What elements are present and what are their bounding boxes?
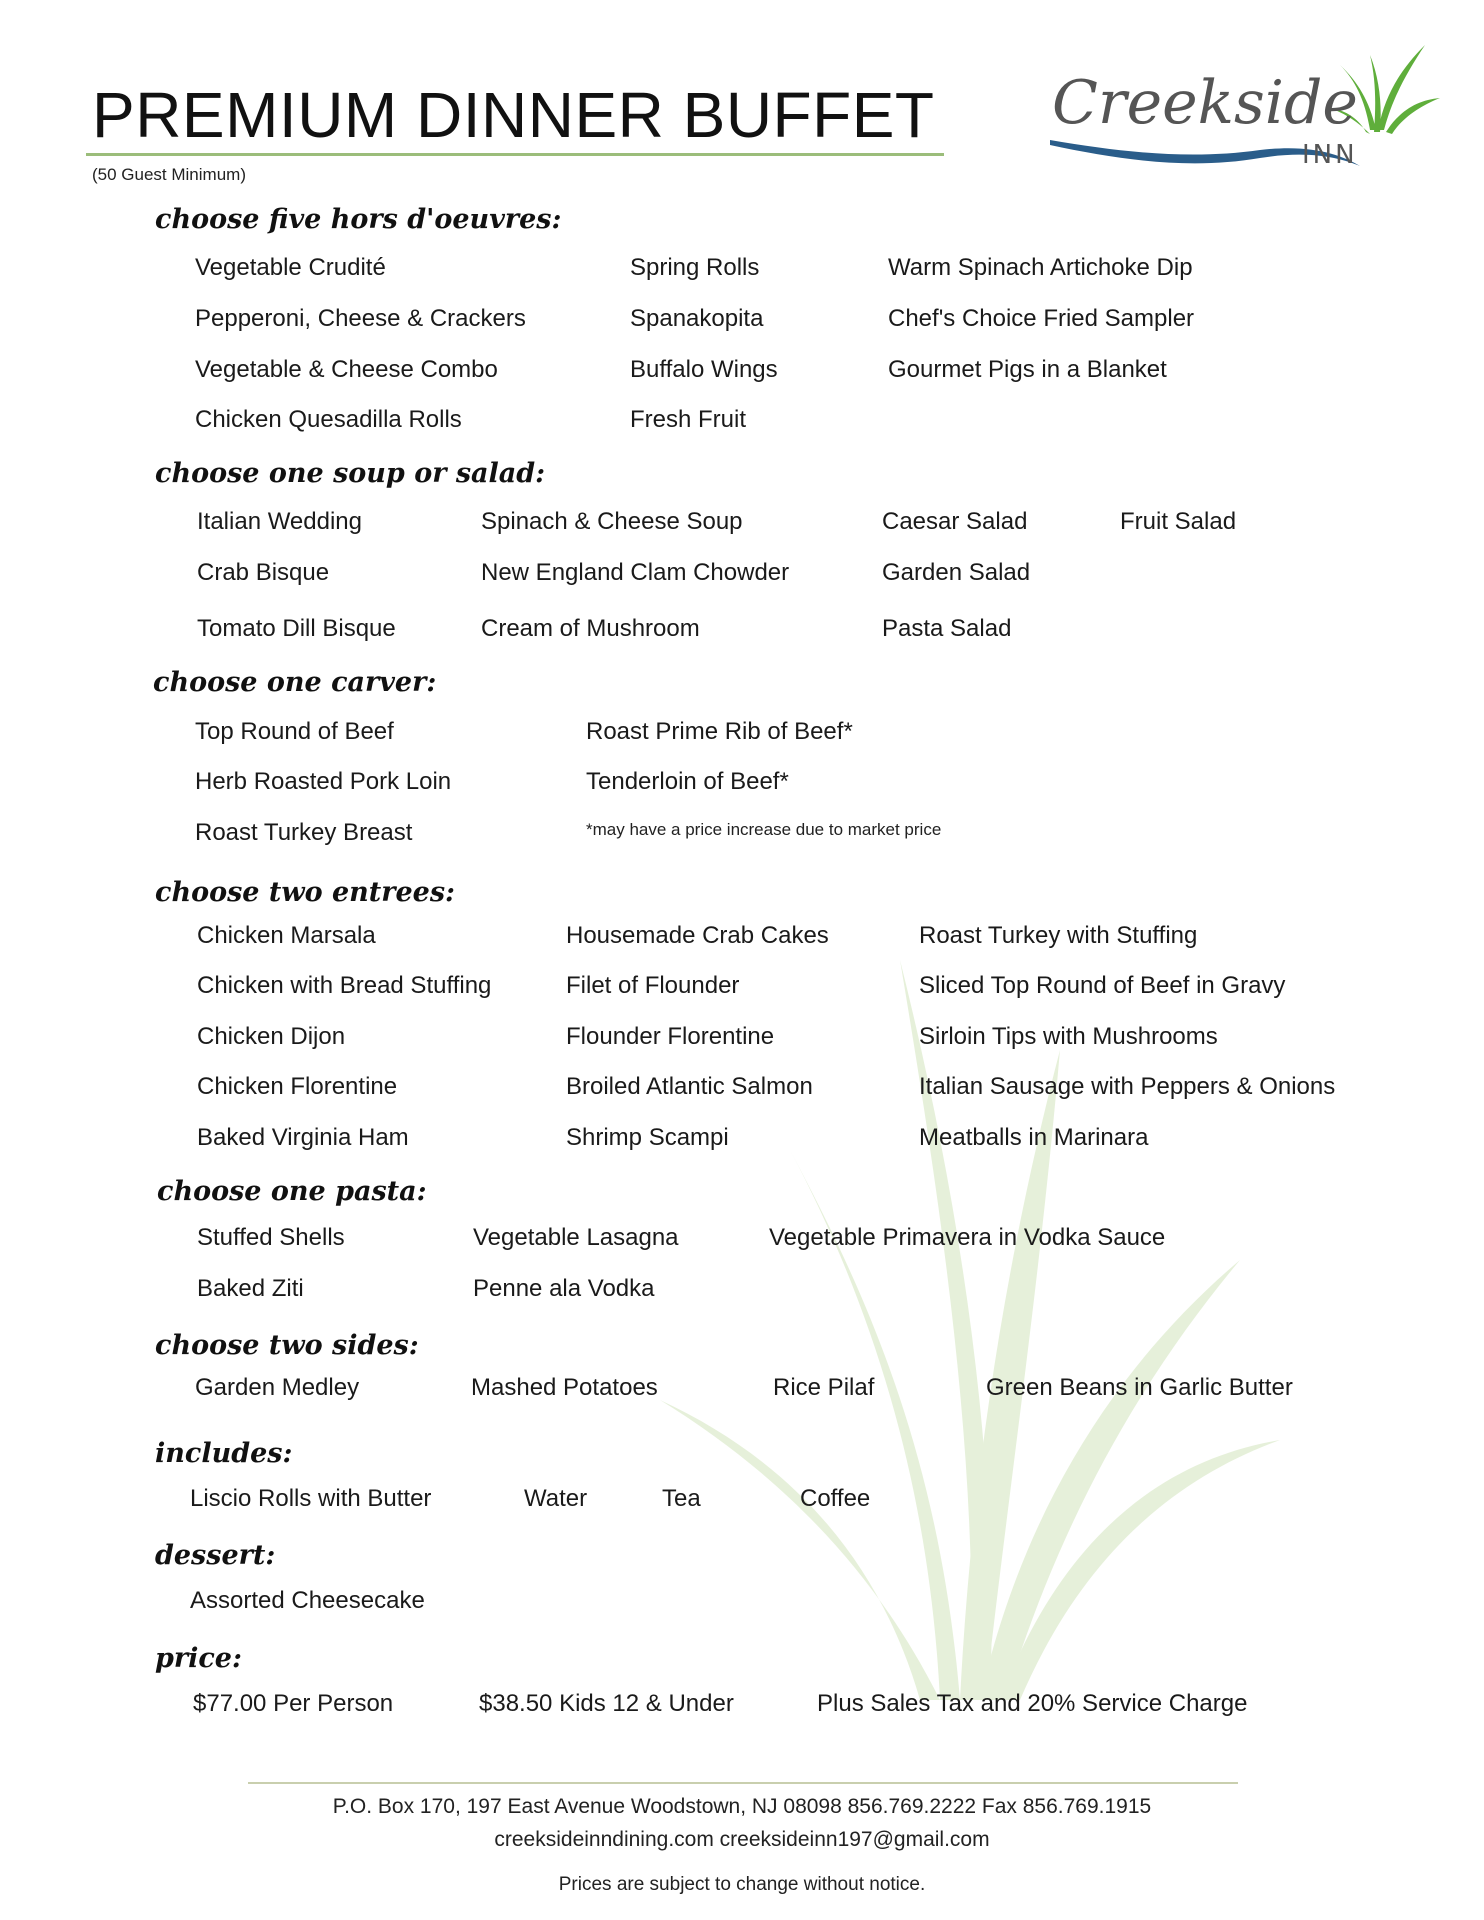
guest-minimum: (50 Guest Minimum) [92,165,246,184]
market-price-note: *may have a price increase due to market price [586,820,942,839]
list-item: Tomato Dill Bisque [197,615,396,642]
section-heading-sides: choose two sides: [155,1330,419,1361]
list-item: Gourmet Pigs in a Blanket [888,356,1167,383]
list-item: Chicken Florentine [197,1073,398,1100]
list-item: Vegetable Crudité [195,254,386,281]
list-item: New England Clam Chowder [481,559,790,586]
section-heading-entrees: choose two entrees: [155,877,456,908]
list-item: Vegetable & Cheese Combo [195,356,498,383]
list-item: Chicken with Bread Stuffing [197,972,492,999]
list-item: Rice Pilaf [773,1374,875,1401]
logo-inn: INN [1302,140,1358,170]
list-item: Stuffed Shells [197,1224,345,1251]
section-heading-price: price: [155,1643,242,1674]
section-heading-carver: choose one carver: [153,667,437,698]
list-item: Tenderloin of Beef* [586,768,789,795]
list-item: Sliced Top Round of Beef in Gravy [919,972,1286,999]
list-item: Chef's Choice Fried Sampler [888,305,1195,332]
list-item: Baked Virginia Ham [197,1124,409,1151]
list-item: Garden Medley [195,1374,360,1401]
list-item: Herb Roasted Pork Loin [195,768,452,795]
list-item: Coffee [800,1485,871,1512]
creekside-logo [1040,40,1440,180]
list-item: Penne ala Vodka [473,1275,655,1302]
list-item: Italian Wedding [197,508,362,535]
list-item: Baked Ziti [197,1275,304,1302]
list-item: Pepperoni, Cheese & Crackers [195,305,526,332]
price-per-person: $77.00 Per Person [193,1690,394,1717]
price-tax-note: Plus Sales Tax and 20% Service Charge [817,1690,1248,1717]
list-item: Italian Sausage with Peppers & Onions [919,1073,1336,1100]
list-item: Chicken Marsala [197,922,376,949]
list-item: Crab Bisque [197,559,330,586]
list-item: Sirloin Tips with Mushrooms [919,1023,1218,1050]
list-item: Roast Prime Rib of Beef* [586,718,853,745]
list-item: Vegetable Lasagna [473,1224,679,1251]
list-item: Mashed Potatoes [471,1374,658,1401]
list-item: Vegetable Primavera in Vodka Sauce [769,1224,1166,1251]
list-item: Tea [662,1485,701,1512]
list-item: Roast Turkey Breast [195,819,413,846]
footer-divider [248,1782,1238,1784]
list-item: Top Round of Beef [195,718,394,745]
footer-web: creeksideinndining.com creeksideinn197@gmail.com [494,1828,990,1851]
list-item: Housemade Crab Cakes [566,922,829,949]
list-item: Spinach & Cheese Soup [481,508,743,535]
list-item: Shrimp Scampi [566,1124,729,1151]
list-item: Spring Rolls [630,254,760,281]
list-item: Liscio Rolls with Butter [190,1485,432,1512]
footer-address: P.O. Box 170, 197 East Avenue Woodstown, NJ 08098 856.769.2222 Fax 856.769.1915 [332,1795,1152,1818]
list-item: Buffalo Wings [630,356,778,383]
list-item: Fruit Salad [1120,508,1237,535]
list-item: Roast Turkey with Stuffing [919,922,1198,949]
list-item: Chicken Dijon [197,1023,346,1050]
list-item: Warm Spinach Artichoke Dip [888,254,1193,281]
grass-watermark-icon [640,900,1280,1700]
section-heading-includes: includes: [155,1438,293,1469]
list-item: Spanakopita [630,305,764,332]
list-item: Meatballs in Marinara [919,1124,1149,1151]
price-kids: $38.50 Kids 12 & Under [479,1690,734,1717]
list-item: Caesar Salad [882,508,1028,535]
list-item: Pasta Salad [882,615,1012,642]
footer-disclaimer: Prices are subject to change without notice. [558,1874,926,1895]
page-title: PREMIUM DINNER BUFFET [92,79,935,151]
list-item: Flounder Florentine [566,1023,775,1050]
list-item: Chicken Quesadilla Rolls [195,406,462,433]
list-item: Water [524,1485,588,1512]
title-underline [86,153,944,156]
list-item: Filet of Flounder [566,972,740,999]
section-heading-pasta: choose one pasta: [157,1176,427,1207]
list-item: Fresh Fruit [630,406,747,433]
section-heading-dessert: dessert: [155,1540,276,1571]
section-heading-hors: choose five hors d'oeuvres: [155,204,562,235]
section-heading-soup: choose one soup or salad: [155,458,546,489]
list-item: Cream of Mushroom [481,615,700,642]
list-item: Garden Salad [882,559,1031,586]
list-item: Green Beans in Garlic Butter [986,1374,1293,1401]
list-item: Assorted Cheesecake [190,1587,425,1614]
logo-wordmark: Creekside [1052,68,1358,138]
list-item: Broiled Atlantic Salmon [566,1073,813,1100]
